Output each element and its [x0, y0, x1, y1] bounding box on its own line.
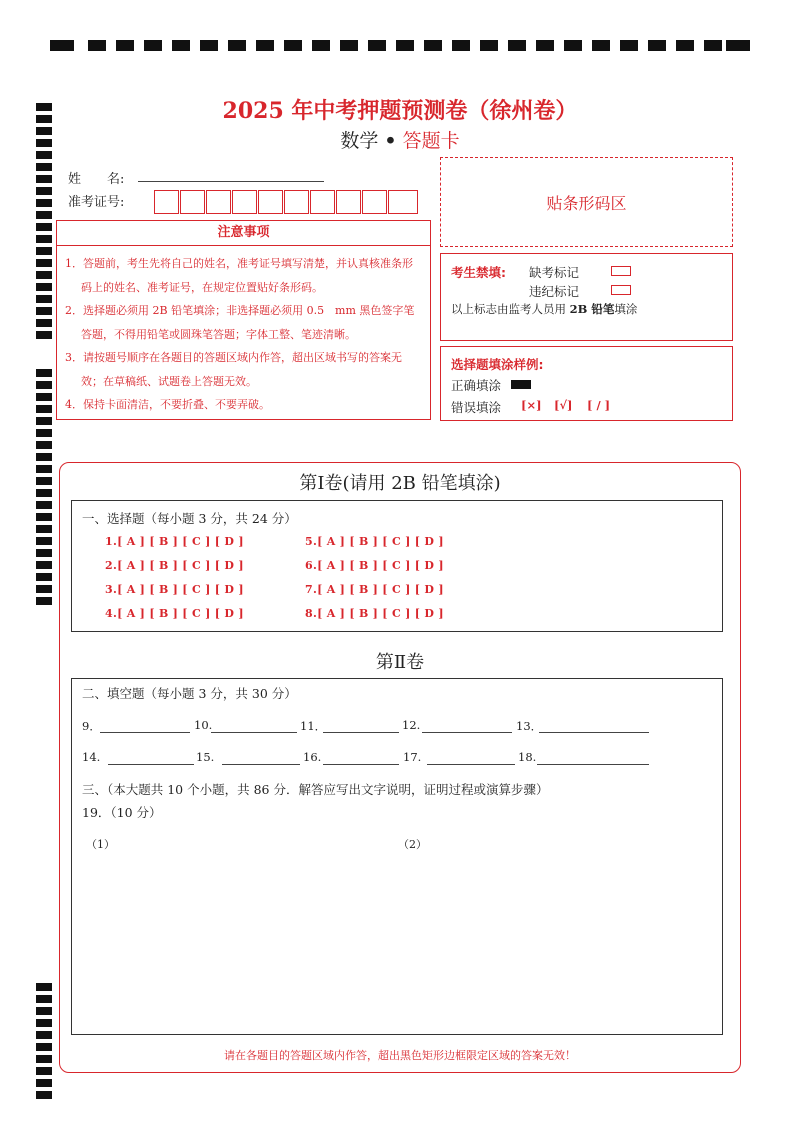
separator-dot: •: [384, 130, 397, 152]
id-digit-box[interactable]: [154, 190, 179, 214]
proctor-note-prefix: 以上标志由监考人员用: [451, 302, 570, 316]
name-field[interactable]: [138, 181, 324, 182]
id-digit-box[interactable]: [232, 190, 257, 214]
answer-area-19-1[interactable]: [76, 854, 376, 1029]
blank-label: 17.: [403, 750, 422, 764]
notice-box: [56, 220, 431, 420]
proctor-note-bold: 2B 铅笔: [569, 302, 615, 316]
blank-label: 10.: [194, 718, 213, 732]
id-digit-box[interactable]: [180, 190, 205, 214]
notice-item: 2．选择题必须用 2B 铅笔填涂；非选择题必须用 0.5 mm 黑色签字笔答题，不得用铅笔或圆珠笔答题；字体工整、笔迹清晰。: [65, 304, 415, 341]
name-label: 姓 名:: [68, 172, 125, 187]
sub-question-1-label: （1）: [86, 838, 115, 851]
part1-title: 第Ⅰ卷(请用 2B 铅笔填涂): [299, 473, 501, 494]
id-digit-box[interactable]: [388, 190, 418, 214]
id-digit-box[interactable]: [362, 190, 387, 214]
blank-label: 15.: [196, 750, 215, 764]
wrong-mark-check: [√]: [554, 398, 573, 412]
wrong-mark-slash: [ / ]: [587, 398, 611, 412]
correct-fill-label: 正确填涂: [451, 378, 502, 393]
part2-title: 第Ⅱ卷: [375, 652, 425, 673]
id-digit-box[interactable]: [310, 190, 335, 214]
proctor-note-suffix: 填涂: [614, 302, 638, 316]
blank-line[interactable]: [323, 752, 399, 765]
choice-row[interactable]: 6.[ A ] [ B ] [ C ] [ D ]: [305, 559, 444, 572]
violation-mark-box: [611, 285, 631, 295]
blank-label: 9．: [82, 719, 101, 733]
choice-row[interactable]: 7.[ A ] [ B ] [ C ] [ D ]: [305, 583, 444, 596]
choice-row[interactable]: 2.[ A ] [ B ] [ C ] [ D ]: [105, 559, 244, 572]
sub-question-2-label: （2）: [398, 838, 427, 851]
notice-item: 4．保持卡面清洁，不要折叠、不要弄破。: [65, 398, 270, 411]
violation-label: 违纪标记: [529, 284, 580, 299]
sample-heading: 选择题填涂样例:: [451, 357, 544, 372]
blank-line[interactable]: [211, 720, 297, 733]
blank-line[interactable]: [108, 752, 194, 765]
barcode-area: [440, 157, 733, 247]
choice-heading: 一、选择题（每小题 3 分，共 24 分）: [82, 511, 297, 526]
id-digit-box[interactable]: [206, 190, 231, 214]
blank-label: 13．: [516, 719, 543, 733]
question-19-label: 19．（10 分）: [82, 805, 162, 820]
blank-line[interactable]: [539, 720, 649, 733]
exam-title: 2025 年中考押题预测卷（徐州卷）: [222, 98, 578, 124]
blank-line[interactable]: [537, 752, 649, 765]
choice-row[interactable]: 8.[ A ] [ B ] [ C ] [ D ]: [305, 607, 444, 620]
blank-label: 18.: [518, 750, 537, 764]
notice-item: 3．请按题号顺序在各题目的答题区域内作答，超出区域书写的答案无效；在草稿纸、试题卷上答题无效。: [65, 351, 402, 388]
id-digit-box[interactable]: [284, 190, 309, 214]
blank-label: 14.: [82, 750, 101, 764]
choice-row[interactable]: 3.[ A ] [ B ] [ C ] [ D ]: [105, 583, 244, 596]
proctor-heading: 考生禁填:: [451, 265, 506, 280]
subtitle: [0, 126, 800, 153]
answer-area-19-2[interactable]: [388, 854, 718, 1029]
id-digit-box[interactable]: [258, 190, 283, 214]
blank-label: 16.: [303, 750, 322, 764]
blank-line[interactable]: [427, 752, 515, 765]
subject-label: 数学: [340, 130, 379, 152]
choice-row[interactable]: 1.[ A ] [ B ] [ C ] [ D ]: [105, 535, 244, 548]
absent-label: 缺考标记: [529, 265, 580, 280]
wrong-mark-cross: [×]: [521, 398, 542, 412]
solve-heading: 三、（本大题共 10 个小题，共 86 分．解答应写出文字说明，证明过程或演算步骤）: [82, 782, 549, 797]
barcode-label: 贴条形码区: [546, 193, 627, 213]
id-digit-box[interactable]: [336, 190, 361, 214]
blank-line[interactable]: [422, 720, 512, 733]
card-type-label: 答题卡: [402, 130, 460, 152]
fill-sample-box: [440, 346, 733, 421]
proctor-only-box: [440, 253, 733, 341]
choice-row[interactable]: 4.[ A ] [ B ] [ C ] [ D ]: [105, 607, 244, 620]
blank-line[interactable]: [222, 752, 300, 765]
correct-fill-mark: [511, 380, 531, 389]
choice-section: [71, 500, 723, 632]
choice-row[interactable]: 5.[ A ] [ B ] [ C ] [ D ]: [305, 535, 444, 548]
footer-warning: 请在各题目的答题区域内作答，超出黑色矩形边框限定区域的答案无效！: [224, 1049, 576, 1062]
exam-id-label: 准考证号:: [68, 195, 125, 210]
blank-label: 12.: [402, 718, 421, 732]
proctor-note: [451, 301, 637, 317]
notice-heading: 注意事项: [57, 221, 430, 246]
answer-section-2: [71, 678, 723, 1035]
wrong-fill-label: 错误填涂: [451, 400, 502, 415]
notice-item: 1．答题前，考生先将自己的姓名，准考证号填写清楚，并认真核准条形码上的姓名、准考证号，在规定位置贴好条形码。: [65, 257, 413, 294]
blank-line[interactable]: [100, 720, 190, 733]
blank-label: 11．: [300, 719, 327, 733]
absent-mark-box: [611, 266, 631, 276]
blank-line[interactable]: [323, 720, 399, 733]
fill-heading: 二、填空题（每小题 3 分，共 30 分）: [82, 686, 297, 701]
